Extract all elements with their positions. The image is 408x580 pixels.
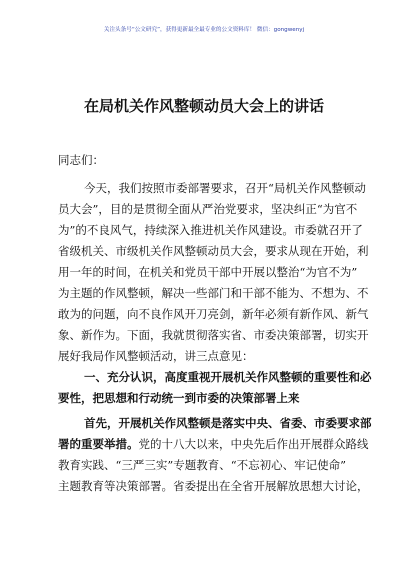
promo-banner: 关注头条号“公文研究”，获得更新最全最专业的公文资料库！ 微信：gongwenyj xyxy=(103,27,305,33)
paragraph-1-line: 省级机关、市级机关作风整顿动员大会，要求从现在开始，利 xyxy=(58,244,369,258)
paragraph-1-line: 为主题的作风整顿，解决一些部门和干部不能为、不想为、不 xyxy=(58,286,369,300)
paragraph-1-line: 敢为的问题，向不良作风开刀亮剑，新年必须有新作风、新气 xyxy=(58,307,369,321)
paragraph-2-line xyxy=(58,434,369,455)
paragraph-2-lead-end: 署的重要举措。 xyxy=(58,437,139,451)
paragraph-2-line-rest: 党的十八大以来，中央先后作出开展群众路线 xyxy=(138,437,369,451)
salutation: 同志们： xyxy=(58,153,104,167)
document-body xyxy=(58,178,372,497)
paragraph-1-line: 用一年的时间，在机关和党员干部中开展以整治“为官不为” xyxy=(58,265,358,279)
document-title: 在局机关作风整顿动员大会上的讲话 xyxy=(83,97,324,115)
paragraph-2-line: 主题教育等决策部署。省委提出在全省开展解放思想大讨论， xyxy=(58,479,369,493)
paragraph-1-line: 为”的不良风气，持续深入推进机关作风建设。市委就召开了 xyxy=(58,223,363,237)
paragraph-1-line: 员大会”，目的是贯彻全面从严治党要求，坚决纠正“为官不 xyxy=(58,202,358,216)
paragraph-2-line: 教育实践、“三严三实”专题教育、“不忘初心、牢记使命” xyxy=(58,458,347,472)
section-1-heading-line: 一、充分认识，高度重视开展机关作风整顿的重要性和必 xyxy=(84,370,372,384)
section-1-heading-line: 要性，把思想和行动统一到市委的决策部署上来 xyxy=(58,391,300,405)
paragraph-2-lead-line: 首先，开展机关作风整顿是落实中央、省委、市委要求部 xyxy=(84,416,372,430)
paragraph-1-line: 今天，我们按照市委部署要求，召开“局机关作风整顿动 xyxy=(84,181,366,195)
paragraph-1-line: 象、新作为。下面，我就贯彻落实省、市委决策部署，切实开 xyxy=(58,328,369,342)
paragraph-1-line: 展好我局作风整顿活动，讲三点意见： xyxy=(58,349,254,363)
